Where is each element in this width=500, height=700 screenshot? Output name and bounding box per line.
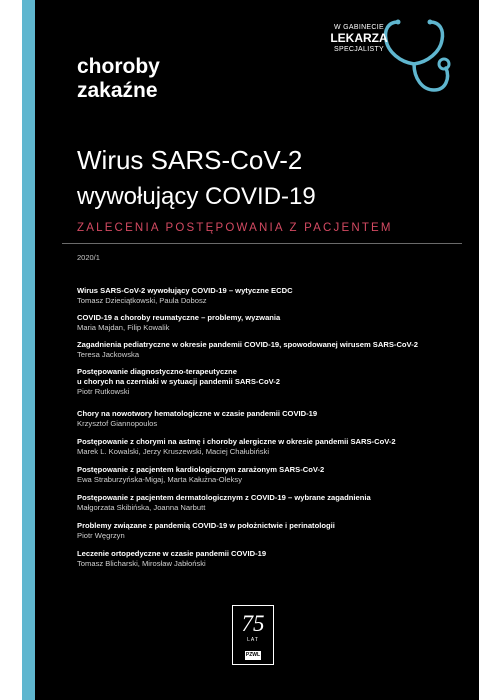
logo-text: LAT <box>247 637 259 643</box>
title-line-2: wywołujący COVID-19 <box>77 183 316 210</box>
toc-entry-title: Leczenie ortopedyczne w czasie pandemii COVID-19 <box>77 549 267 558</box>
toc-entry <box>77 549 472 569</box>
issue-number: 2020/1 <box>77 253 100 262</box>
toc-entry-authors: Ewa Straburzyńska-Migaj, Marta Kałużna-Oleksy <box>77 475 243 484</box>
table-of-contents <box>77 286 472 569</box>
book-cover <box>22 0 479 700</box>
divider <box>62 243 462 244</box>
toc-entry <box>77 313 472 333</box>
toc-entry-authors: Teresa Jackowska <box>77 350 140 359</box>
toc-entry <box>77 521 472 541</box>
subtitle: ZALECENIA POSTĘPOWANIA Z PACJENTEM <box>77 222 393 234</box>
toc-entry-authors: Marek L. Kowalski, Jerzy Kruszewski, Maciej Chałubiński <box>77 447 270 456</box>
series-line-2: LEKARZA <box>330 31 388 45</box>
toc-entry-authors: Tomasz Blicharski, Mirosław Jabłoński <box>77 559 206 568</box>
publisher-anniversary-logo <box>232 605 274 665</box>
toc-entry-title: Postępowanie z pacjentem kardiologicznym zarażonym SARS-CoV-2 <box>77 465 325 474</box>
toc-entry <box>77 409 472 429</box>
toc-entry-title: Zagadnienia pediatryczne w okresie pandemii COVID-19, spowodowanej wirusem SARS-CoV-2 <box>77 340 418 349</box>
toc-entry-authors: Małgorzata Skibińska, Joanna Narbutt <box>77 503 206 512</box>
toc-entry-title: COVID-19 a choroby reumatyczne – problemy, wyzwania <box>77 313 281 322</box>
accent-stripe <box>22 0 35 700</box>
toc-entry-authors: Maria Majdan, Filip Kowalik <box>77 323 170 332</box>
series-badge <box>315 23 403 54</box>
toc-entry <box>77 286 472 306</box>
toc-entry-title: Chory na nowotwory hematologiczne w czasie pandemii COVID-19 <box>77 409 318 418</box>
toc-entry-authors: Piotr Rutkowski <box>77 387 130 396</box>
toc-entry-title-continued: u chorych na czerniaki w sytuacji pandemii SARS-CoV-2 <box>77 377 280 386</box>
toc-entry-title: Wirus SARS-CoV-2 wywołujący COVID-19 – wytyczne ECDC <box>77 286 293 295</box>
title-line-1: Wirus SARS-CoV-2 <box>77 145 303 175</box>
category-title <box>77 55 160 103</box>
category-line-1: choroby <box>77 55 160 78</box>
toc-entry-title: Postępowanie z pacjentem dermatologicznym z COVID-19 – wybrane zagadnienia <box>77 493 371 502</box>
series-line-3: SPECJALISTY <box>334 46 384 53</box>
toc-entry-authors: Piotr Węgrzyn <box>77 531 125 540</box>
series-line-1: W GABINECIE <box>334 24 384 31</box>
toc-entry <box>77 340 472 360</box>
category-line-2: zakaźne <box>77 79 158 102</box>
toc-entry-title: Problemy związane z pandemią COVID-19 w położnictwie i perinatologii <box>77 521 335 530</box>
toc-entry-title: Postępowanie diagnostyczno-terapeutyczne <box>77 367 237 376</box>
toc-entry <box>77 465 472 485</box>
toc-entry <box>77 493 472 513</box>
toc-entry-title: Postępowanie z chorymi na astmę i choroby alergiczne w okresie pandemii SARS-CoV-2 <box>77 437 396 446</box>
logo-number: 75 <box>241 611 265 636</box>
toc-entry <box>77 367 472 397</box>
toc-entry-authors: Krzysztof Giannopoulos <box>77 419 158 428</box>
logo-brand: PZWL <box>245 652 261 658</box>
toc-entry-authors: Tomasz Dzieciątkowski, Paula Dobosz <box>77 296 207 305</box>
toc-entry <box>77 437 472 457</box>
